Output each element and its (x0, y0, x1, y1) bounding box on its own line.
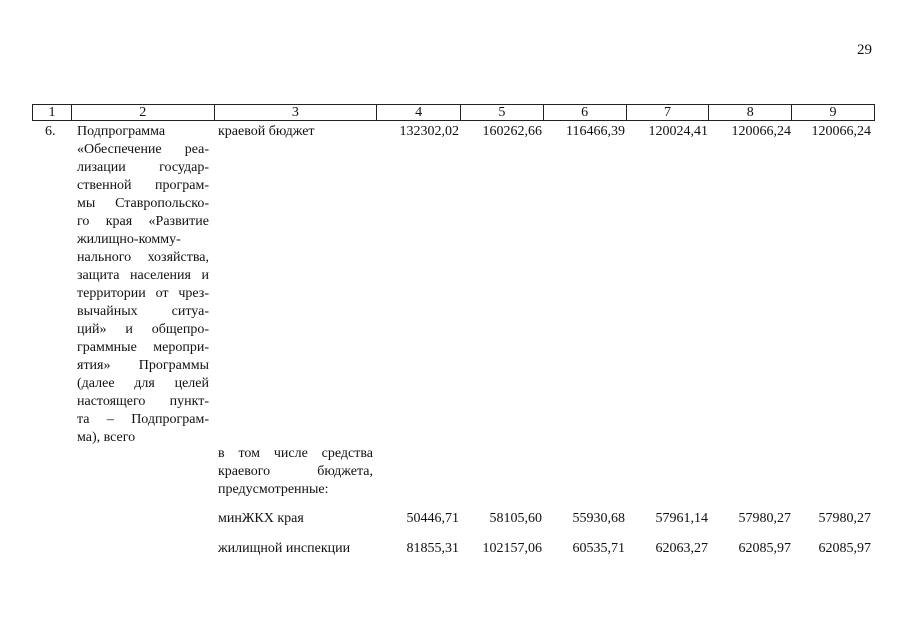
description-line: вычайных ситуа- (77, 304, 209, 319)
sub-row-value: 81855,31 (406, 541, 459, 556)
value-col-5: 160262,66 (482, 124, 542, 139)
value-col-9: 120066,24 (811, 124, 871, 139)
description-line: ятия» Программы (77, 358, 209, 373)
description-line: территории от чрез- (77, 286, 209, 301)
table-header-row (32, 104, 875, 121)
sub-row-label: минЖКХ края (218, 511, 304, 526)
description-line: граммные меропри- (77, 340, 209, 355)
header-cell-1: 1 (33, 105, 72, 120)
value-col-7: 120024,41 (648, 124, 708, 139)
subprogram-description (77, 123, 209, 447)
header-cell-7: 7 (627, 105, 710, 120)
header-cell-2: 2 (72, 105, 215, 120)
header-cell-4: 4 (377, 105, 461, 120)
sub-row-value: 58105,60 (489, 511, 542, 526)
description-line: нального хозяйства, (77, 250, 209, 265)
funding-source: краевой бюджет (218, 124, 315, 139)
sub-row-value: 102157,06 (482, 541, 542, 556)
sub-row-value: 57961,14 (655, 511, 708, 526)
header-cell-8: 8 (709, 105, 792, 120)
sub-row-value: 62085,97 (738, 541, 791, 556)
description-line: ма), всего (77, 430, 136, 445)
row-number: 6. (45, 124, 56, 139)
description-line: (далее для целей (77, 376, 209, 391)
description-line: ственной програм- (77, 178, 209, 193)
description-line: настоящего пункт- (77, 394, 209, 409)
sub-row-value: 57980,27 (738, 511, 791, 526)
header-cell-6: 6 (544, 105, 627, 120)
description-line: го края «Развитие (77, 214, 209, 229)
including-note (218, 445, 373, 499)
including-line: предусмотренные: (218, 482, 329, 497)
sub-row-value: 62085,97 (818, 541, 871, 556)
description-line: ций» и общепро- (77, 322, 209, 337)
sub-row-value: 50446,71 (406, 511, 459, 526)
description-line: лизации государ- (77, 160, 209, 175)
description-line: жилищно-комму- (77, 232, 181, 247)
description-line: мы Ставропольско- (77, 196, 209, 211)
sub-row-value: 55930,68 (572, 511, 625, 526)
header-cell-3: 3 (215, 105, 378, 120)
description-line: та – Подпрограм- (77, 412, 209, 427)
sub-row-label: жилищной инспекции (218, 541, 351, 556)
sub-row-value: 60535,71 (572, 541, 625, 556)
value-col-8: 120066,24 (731, 124, 791, 139)
page-number: 29 (857, 42, 872, 58)
value-col-4: 132302,02 (399, 124, 459, 139)
header-cell-5: 5 (461, 105, 544, 120)
sub-row-value: 62063,27 (655, 541, 708, 556)
header-cell-9: 9 (829, 105, 837, 120)
sub-row-value: 57980,27 (818, 511, 871, 526)
description-line: «Обеспечение реа- (77, 142, 209, 157)
value-col-6: 116466,39 (566, 124, 625, 139)
including-line: краевого бюджета, (218, 464, 373, 479)
description-line: защита населения и (77, 268, 209, 283)
including-line: в том числе средства (218, 446, 373, 461)
description-line: Подпрограмма (77, 124, 166, 139)
